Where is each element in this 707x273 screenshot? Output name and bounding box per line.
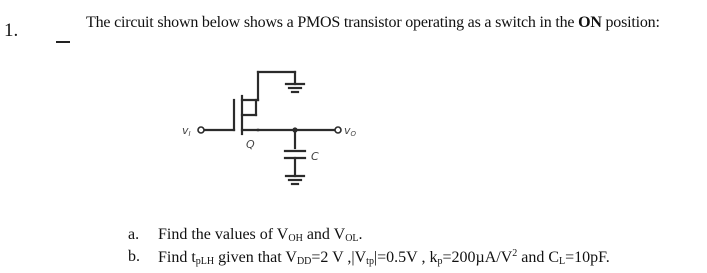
part-b-t1: Find t	[158, 249, 196, 266]
input-terminal	[198, 127, 204, 133]
output-label-sub: O	[350, 130, 357, 138]
part-a-t1: Find the values of V	[158, 226, 289, 243]
part-b-s3: tp	[366, 256, 374, 267]
part-b-t6: and C	[517, 249, 560, 266]
output-label	[344, 124, 357, 138]
part-b-s5: L	[559, 256, 566, 267]
part-a-s2: OL	[345, 233, 359, 244]
part-b-sup1: 2	[512, 248, 518, 259]
part-b-t2: given that V	[214, 249, 297, 266]
part-b-t5: =200µA/V	[442, 249, 513, 266]
part-a-s1: OH	[288, 233, 303, 244]
input-label	[182, 124, 191, 138]
question-emphasis: ON	[578, 14, 602, 31]
part-b-s4: p	[437, 256, 443, 267]
part-a-label: a.	[128, 226, 140, 243]
transistor-label: Q	[246, 138, 255, 151]
answer-blank-line	[56, 41, 70, 43]
question-text-end: position:	[601, 14, 660, 31]
part-b-s2: DD	[296, 256, 312, 267]
part-b-t4: |=0.5V , k	[373, 249, 438, 266]
input-label-sub: I	[188, 130, 191, 138]
part-b-t7: =10pF.	[565, 249, 610, 266]
part-a-t2: and V	[302, 226, 346, 243]
part-b-t3: =2 V ,|V	[311, 249, 367, 266]
output-node-dot	[292, 127, 297, 132]
part-a-t3: .	[358, 226, 363, 243]
capacitor-label: C	[311, 150, 319, 163]
input-label-main: v	[182, 124, 189, 137]
part-b-s1: pLH	[195, 256, 215, 267]
question-number: 1.	[4, 20, 19, 41]
part-a-text	[158, 226, 363, 244]
output-terminal	[335, 127, 341, 133]
question-text-start: The circuit shown below shows a PMOS transistor operating as a switch in the	[86, 14, 579, 31]
question-text	[86, 14, 660, 32]
part-b-text	[158, 248, 610, 267]
part-b-label: b.	[128, 248, 140, 265]
output-label-main: v	[344, 124, 351, 137]
